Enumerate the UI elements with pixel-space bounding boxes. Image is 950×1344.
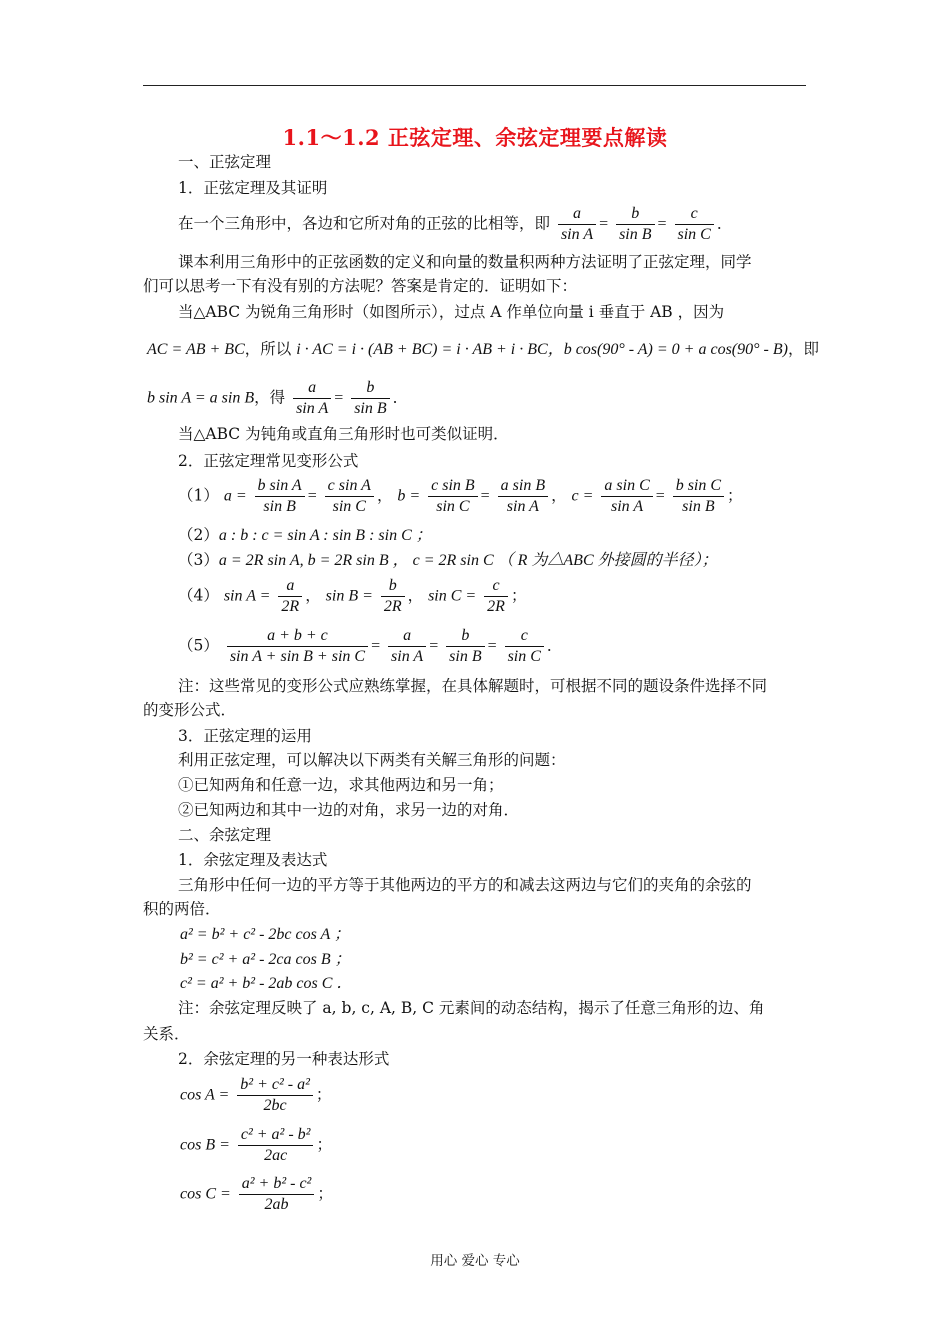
fraction: $\frac{a + b + c}{\text{sin A + sin B + sin C}}$ [227, 626, 368, 667]
fraction: $\frac{\text{a² + b² - c²}}{2ab}$ [239, 1174, 315, 1215]
fraction: $\frac{a}{\text{sin A}}$ [558, 204, 596, 245]
fraction: $\frac{c}{\text{sin C}}$ [505, 626, 544, 667]
paragraph-line: 课本利用三角形中的正弦函数的定义和向量的数量积两种方法证明了正弦定理，同学 [178, 253, 752, 271]
page-footer: 用心 爱心 专心 [430, 1253, 520, 1269]
fraction: $\frac{\text{a sin C}}{\text{sin A}}$ [601, 476, 652, 517]
paragraph-line: 三角形中任何一边的平方等于其他两边的平方的和减去这两边与它们的夹角的余弦的 [178, 876, 752, 894]
paragraph-line: 当△ABC 为钝角或直角三角形时也可类似证明． [178, 425, 509, 443]
fraction: $\frac{b}{\text{sin B}}$ [446, 626, 484, 667]
formula-2: （2）a : b : c = sin A : sin B : sin C ； [178, 526, 432, 544]
subsection-cosine-law: 1．余弦定理及表达式 [178, 851, 328, 869]
fraction: $\frac{b}{\text{sin B}}$ [351, 378, 389, 419]
section-heading-cosine: 二、余弦定理 [178, 826, 272, 844]
fraction: $\frac{\text{a sin B}}{\text{sin A}}$ [498, 476, 548, 517]
section-heading-sine: 一、正弦定理 [178, 153, 272, 171]
cosine-equation-a: a² = b² + c² - 2bc cos A ； [180, 926, 351, 943]
cosine-fraction-b: cos B = $\frac{\text{c² + a² - b²}}{2ac}$ ； [180, 1126, 332, 1164]
paragraph-line: 们可以思考一下有没有别的方法呢？答案是肯定的．证明如下： [143, 277, 578, 295]
cosine-fraction-a: cos A = $\frac{\text{b² + c² - a²}}{2bc}$ ； [180, 1076, 332, 1114]
statement-text: 在一个三角形中，各边和它所对角的正弦的比相等，即 [178, 214, 551, 233]
fraction: $\frac{\text{b sin C}}{\text{sin B}}$ [673, 476, 724, 517]
fraction: $\frac{\text{c sin A}}{\text{sin C}}$ [325, 476, 374, 517]
fraction: $\frac{a}{\text{sin A}}$ [388, 626, 426, 667]
proof-equations: AC = AB + BC，所以 i · AC = i · (AB + BC) = i · AB + i · BC，b cos(90° - A) = 0 + a cos(90° - B)，即 [147, 340, 819, 358]
note-line: 关系． [143, 1025, 190, 1043]
page-title: 1.1～1.2 正弦定理、余弦定理要点解读 [282, 125, 668, 150]
usage-intro: 利用正弦定理，可以解决以下两类有关解三角形的问题： [178, 751, 566, 769]
fraction: $\frac{\text{c² + a² - b²}}{2ac}$ [238, 1125, 314, 1166]
note-line: 注：这些常见的变形公式应熟练掌握，在具体解题时，可根据不同的题设条件选择不同 [178, 677, 768, 695]
proof-result: b sin A = a sin B，得 $\frac{a}{\text{sin A}}$ = $\frac{b}{\text{sin B}}$ ． [147, 379, 409, 417]
fraction: $\frac{b}{2R}$ [381, 576, 405, 617]
fraction: $\frac{\text{c sin B}}{\text{sin C}}$ [428, 476, 478, 517]
sine-law-statement: 在一个三角形中，各边和它所对角的正弦的比相等，即 $\frac{a}{\text{sin A}}$ = $\frac{b}{\text{sin B}}$ = $\frac{c}{\text{sin C}}$ ． [178, 205, 733, 243]
cosine-fraction-c: cos C = $\frac{\text{a² + b² - c²}}{2ab}$ ； [180, 1175, 333, 1213]
fraction: $\frac{a}{2R}$ [278, 576, 302, 617]
formula-5: （5） $\frac{a + b + c}{\text{sin A + sin B + sin C}}$ = $\frac{a}{\text{sin A}}$ = $\frac{b}{\text{sin B}}$ = $\frac{c}{\text{sin C}}$ ． [178, 627, 563, 665]
cosine-equation-c: c² = a² + b² - 2ab cos C ． [180, 975, 353, 992]
fraction: $\frac{c}{\text{sin C}}$ [675, 204, 714, 245]
fraction: $\frac{\text{b sin A}}{\text{sin B}}$ [255, 476, 305, 517]
subsection-usage: 3．正弦定理的运用 [178, 727, 312, 745]
header-rule [143, 85, 806, 86]
cosine-equation-b: b² = c² + a² - 2ca cos B ； [180, 951, 351, 968]
fraction: $\frac{\text{b² + c² - a²}}{2bc}$ [237, 1075, 313, 1116]
formula-3: （3）a = 2R sin A, b = 2R sin B ， c = 2R sin C （ R 为△ABC 外接圆的半径）； [178, 551, 718, 569]
fraction: $\frac{c}{2R}$ [484, 576, 508, 617]
subsection-cosine-alt: 2．余弦定理的另一种表达形式 [178, 1050, 390, 1068]
formula-1: （1） a = $\frac{\text{b sin A}}{\text{sin B}}$ = $\frac{\text{c sin A}}{\text{sin C}}$ ， b = $\frac{\text{c sin B}}{\text{sin C}}$ = $\frac{\text{a sin B}}{\text{sin A}}$ ， c = $\frac{\text{a sin C}}{\text{sin A}}$ = $\frac{\text{b sin C}}{\text{sin B}}$ ； [178, 477, 743, 515]
subsection-variants: 2．正弦定理常见变形公式 [178, 452, 359, 470]
note-line: 的变形公式． [143, 701, 237, 719]
fraction: $\frac{b}{\text{sin B}}$ [616, 204, 654, 245]
paragraph-line: 积的两倍． [143, 900, 221, 918]
formula-4: （4） sin A = $\frac{a}{2R}$ ， sin B = $\frac{b}{2R}$ ， sin C = $\frac{c}{2R}$ ； [178, 577, 527, 615]
usage-item-1: ①已知两角和任意一边，求其他两边和另一角； [178, 776, 504, 794]
subsection-sine-proof: 1．正弦定理及其证明 [178, 179, 328, 197]
note-line: 注：余弦定理反映了 a, b, c, A, B, C 元素间的动态结构，揭示了任意三角形的边、角 [178, 999, 765, 1017]
proof-line: 当△ABC 为锐角三角形时（如图所示），过点 A 作单位向量 i 垂直于 AB ，因为 [178, 303, 725, 321]
usage-item-2: ②已知两边和其中一边的对角，求另一边的对角． [178, 801, 520, 819]
fraction: $\frac{a}{\text{sin A}}$ [293, 378, 331, 419]
